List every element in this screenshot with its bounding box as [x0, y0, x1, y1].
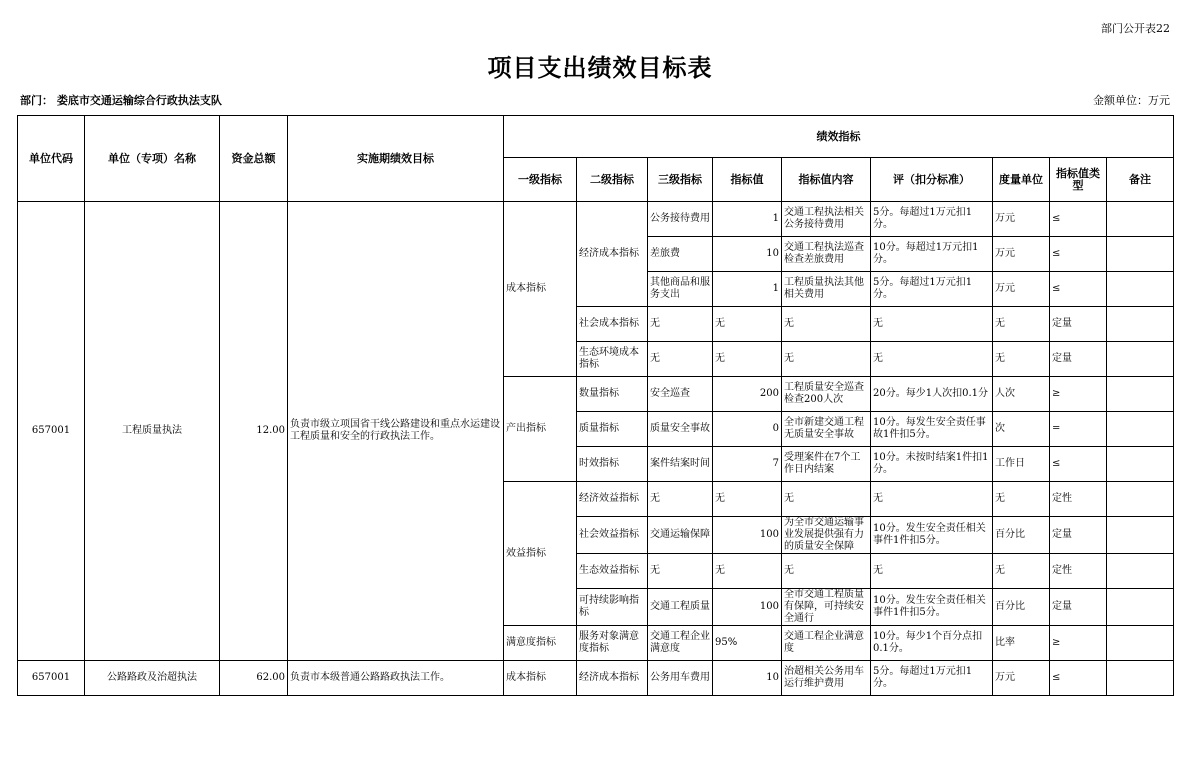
value-type-cell: ≤: [1050, 237, 1107, 272]
remark-cell: [1107, 482, 1174, 517]
header-value-type: 指标值类型: [1050, 158, 1107, 202]
value-cell: 10: [713, 237, 782, 272]
unit-code-cell: 657001: [18, 202, 85, 661]
level3-cell: 无: [648, 307, 713, 342]
department-label: 部门： 娄底市交通运输综合行政执法支队: [20, 94, 222, 107]
measure-unit-cell: 万元: [993, 237, 1050, 272]
measure-unit-cell: 万元: [993, 272, 1050, 307]
level2-cell: 数量指标: [577, 377, 648, 412]
performance-table: [17, 115, 1174, 696]
value-cell: 无: [713, 554, 782, 589]
scoring-cell: 无: [871, 482, 993, 517]
remark-cell: [1107, 517, 1174, 554]
value-cell: 200: [713, 377, 782, 412]
level3-cell: 安全巡查: [648, 377, 713, 412]
header-measure-unit: 度量单位: [993, 158, 1050, 202]
content-cell: 无: [782, 482, 871, 517]
remark-cell: [1107, 237, 1174, 272]
table-row: [18, 202, 1174, 237]
value-cell: 1: [713, 272, 782, 307]
header-total-funds: 资金总额: [220, 116, 288, 202]
page-title: 项目支出绩效目标表: [487, 54, 713, 82]
value-type-cell: 定量: [1050, 307, 1107, 342]
value-cell: 95%: [713, 626, 782, 661]
value-type-cell: ≤: [1050, 202, 1107, 237]
header-level3: 三级指标: [648, 158, 713, 202]
content-cell: 为全市交通运输事业发展提供强有力的质量安全保障: [782, 517, 871, 554]
measure-unit-cell: 比率: [993, 626, 1050, 661]
remark-cell: [1107, 661, 1174, 696]
level3-cell: 差旅费: [648, 237, 713, 272]
content-cell: 无: [782, 342, 871, 377]
scoring-cell: 5分。每超过1万元扣1分。: [871, 661, 993, 696]
value-cell: 无: [713, 342, 782, 377]
value-cell: 10: [713, 661, 782, 696]
scoring-cell: 无: [871, 342, 993, 377]
level2-cell: 生态效益指标: [577, 554, 648, 589]
goal-cell: 负责市本级普通公路路政执法工作。: [288, 661, 504, 696]
value-cell: 100: [713, 589, 782, 626]
header-unit-code: 单位代码: [18, 116, 85, 202]
level3-cell: 无: [648, 554, 713, 589]
header-level1: 一级指标: [504, 158, 577, 202]
scoring-cell: 10分。每发生安全责任事故1件扣5分。: [871, 412, 993, 447]
scoring-cell: 10分。发生安全责任相关事件1件扣5分。: [871, 589, 993, 626]
content-cell: 无: [782, 554, 871, 589]
content-cell: 全市交通工程质量有保障，可持续安全通行: [782, 589, 871, 626]
scoring-cell: 10分。发生安全责任相关事件1件扣5分。: [871, 517, 993, 554]
level1-cell: 成本指标: [504, 661, 577, 696]
measure-unit-cell: 万元: [993, 202, 1050, 237]
measure-unit-cell: 无: [993, 307, 1050, 342]
level2-cell: 可持续影响指标: [577, 589, 648, 626]
funds-cell: 62.00: [220, 661, 288, 696]
measure-unit-cell: 百分比: [993, 517, 1050, 554]
level2-cell: 经济成本指标: [577, 661, 648, 696]
value-cell: 无: [713, 307, 782, 342]
scoring-cell: 10分。每超过1万元扣1分。: [871, 237, 993, 272]
measure-unit-cell: 万元: [993, 661, 1050, 696]
level3-cell: 质量安全事故: [648, 412, 713, 447]
table-row: [18, 661, 1174, 696]
value-type-cell: 定性: [1050, 554, 1107, 589]
unit-name-cell: 工程质量执法: [85, 202, 220, 661]
content-cell: 受理案件在7个工作日内结案: [782, 447, 871, 482]
level1-cell: 产出指标: [504, 377, 577, 482]
level3-cell: 交通工程质量: [648, 589, 713, 626]
header-content: 指标值内容: [782, 158, 871, 202]
level2-cell: 社会成本指标: [577, 307, 648, 342]
value-type-cell: 定量: [1050, 517, 1107, 554]
content-cell: 全市新建交通工程无质量安全事故: [782, 412, 871, 447]
value-cell: 0: [713, 412, 782, 447]
value-type-cell: ≤: [1050, 661, 1107, 696]
value-type-cell: ≥: [1050, 377, 1107, 412]
funds-cell: 12.00: [220, 202, 288, 661]
header-unit-name: 单位（专项）名称: [85, 116, 220, 202]
value-type-cell: ≤: [1050, 447, 1107, 482]
header-performance: 绩效指标: [504, 116, 1174, 158]
level1-cell: 效益指标: [504, 482, 577, 626]
level2-cell: 生态环境成本指标: [577, 342, 648, 377]
measure-unit-cell: 百分比: [993, 589, 1050, 626]
remark-cell: [1107, 272, 1174, 307]
level1-cell: 满意度指标: [504, 626, 577, 661]
level3-cell: 其他商品和服务支出: [648, 272, 713, 307]
header-remarks: 备注: [1107, 158, 1174, 202]
remark-cell: [1107, 554, 1174, 589]
remark-cell: [1107, 342, 1174, 377]
value-type-cell: =: [1050, 412, 1107, 447]
scoring-cell: 无: [871, 307, 993, 342]
measure-unit-cell: 工作日: [993, 447, 1050, 482]
remark-cell: [1107, 202, 1174, 237]
value-cell: 1: [713, 202, 782, 237]
measure-unit-cell: 无: [993, 342, 1050, 377]
level3-cell: 公务用车费用: [648, 661, 713, 696]
header-value: 指标值: [713, 158, 782, 202]
level3-cell: 公务接待费用: [648, 202, 713, 237]
unit-name-cell: 公路路政及治超执法: [85, 661, 220, 696]
measure-unit-cell: 无: [993, 482, 1050, 517]
value-cell: 无: [713, 482, 782, 517]
measure-unit-cell: 次: [993, 412, 1050, 447]
remark-cell: [1107, 626, 1174, 661]
content-cell: 交通工程执法巡查检查差旅费用: [782, 237, 871, 272]
table-number-label: 部门公开表22: [1101, 22, 1170, 35]
header-scoring: 评（扣分标准）: [871, 158, 993, 202]
level2-cell: 经济成本指标: [577, 202, 648, 307]
content-cell: 交通工程企业满意度: [782, 626, 871, 661]
value-type-cell: ≥: [1050, 626, 1107, 661]
value-type-cell: 定性: [1050, 482, 1107, 517]
level2-cell: 服务对象满意度指标: [577, 626, 648, 661]
scoring-cell: 10分。未按时结案1件扣1分。: [871, 447, 993, 482]
scoring-cell: 20分。每少1人次扣0.1分: [871, 377, 993, 412]
content-cell: 工程质量安全巡查检查200人次: [782, 377, 871, 412]
scoring-cell: 5分。每超过1万元扣1分。: [871, 202, 993, 237]
scoring-cell: 5分。每超过1万元扣1分。: [871, 272, 993, 307]
unit-code-cell: 657001: [18, 661, 85, 696]
content-cell: 交通工程执法相关公务接待费用: [782, 202, 871, 237]
level2-cell: 社会效益指标: [577, 517, 648, 554]
remark-cell: [1107, 589, 1174, 626]
measure-unit-cell: 人次: [993, 377, 1050, 412]
value-cell: 100: [713, 517, 782, 554]
level3-cell: 无: [648, 482, 713, 517]
level3-cell: 无: [648, 342, 713, 377]
level2-cell: 经济效益指标: [577, 482, 648, 517]
remark-cell: [1107, 447, 1174, 482]
scoring-cell: 10分。每少1个百分点扣0.1分。: [871, 626, 993, 661]
amount-unit-label: 金额单位：万元: [1093, 94, 1170, 107]
content-cell: 无: [782, 307, 871, 342]
header-level2: 二级指标: [577, 158, 648, 202]
level3-cell: 交通运输保障: [648, 517, 713, 554]
content-cell: 治超相关公务用车运行维护费用: [782, 661, 871, 696]
level3-cell: 交通工程企业满意度: [648, 626, 713, 661]
level2-cell: 质量指标: [577, 412, 648, 447]
level3-cell: 案件结案时间: [648, 447, 713, 482]
scoring-cell: 无: [871, 554, 993, 589]
value-cell: 7: [713, 447, 782, 482]
value-type-cell: 定量: [1050, 589, 1107, 626]
value-type-cell: 定量: [1050, 342, 1107, 377]
measure-unit-cell: 无: [993, 554, 1050, 589]
content-cell: 工程质量执法其他相关费用: [782, 272, 871, 307]
remark-cell: [1107, 307, 1174, 342]
level2-cell: 时效指标: [577, 447, 648, 482]
remark-cell: [1107, 377, 1174, 412]
remark-cell: [1107, 412, 1174, 447]
level1-cell: 成本指标: [504, 202, 577, 377]
goal-cell: 负责市级立项国省干线公路建设和重点水运建设工程质量和安全的行政执法工作。: [288, 202, 504, 661]
value-type-cell: ≤: [1050, 272, 1107, 307]
header-goal: 实施期绩效目标: [288, 116, 504, 202]
